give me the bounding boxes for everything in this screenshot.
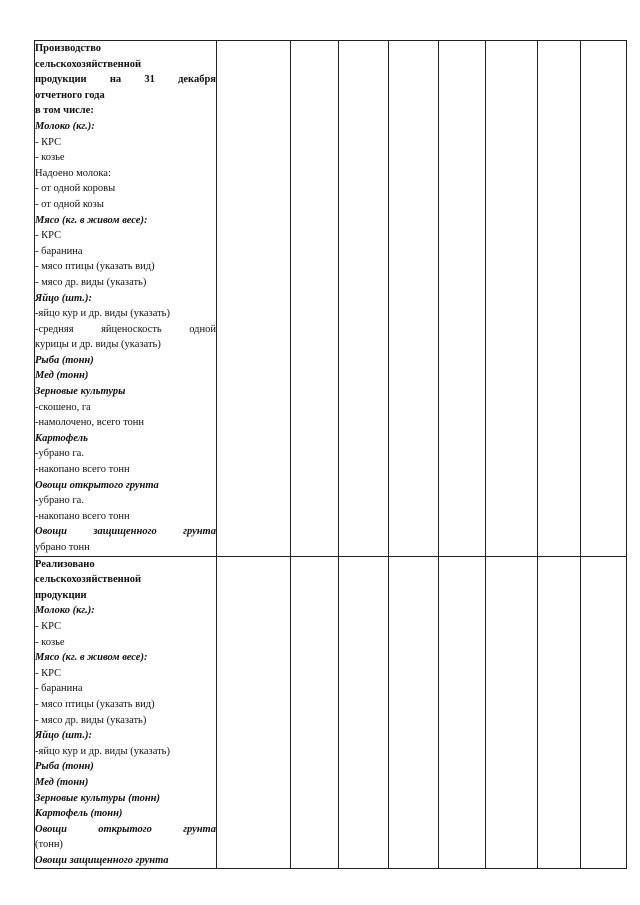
label-line: Мед (тонн)	[35, 776, 89, 788]
label-line: -яйцо кур и др. виды (указать)	[35, 308, 170, 320]
label-line: Яйцо (шт.):	[35, 730, 92, 742]
label-line: (тонн)	[35, 839, 63, 851]
label-line	[35, 72, 216, 88]
label-line: - мясо др. виды (указать)	[35, 714, 147, 726]
label-line: -убрано га.	[35, 448, 84, 460]
data-cell	[439, 556, 486, 869]
label-line: Картофель	[35, 432, 88, 444]
label-word: 31	[144, 74, 155, 86]
label-line	[35, 822, 216, 838]
data-cell	[389, 41, 439, 557]
label-line: - от одной козы	[35, 198, 104, 210]
label-line: Зерновые культуры (тонн)	[35, 792, 161, 804]
label-line: курицы и др. виды (указать)	[35, 339, 161, 351]
data-cell	[339, 41, 389, 557]
label-line: Реализовано	[35, 558, 95, 570]
label-line: -убрано га.	[35, 495, 84, 507]
label-word: яйценоскость	[101, 323, 162, 335]
label-line: в том числе:	[35, 105, 94, 117]
label-line: убрано тонн	[35, 542, 90, 553]
label-word: открытого	[98, 823, 152, 835]
label-line: Рыба (тонн)	[35, 761, 94, 773]
label-line: Молоко (кг.):	[35, 605, 95, 617]
data-cell	[486, 556, 538, 869]
label-line: Надоено молока:	[35, 167, 111, 179]
label-line: отчетного года	[35, 89, 105, 101]
label-word: защищенного	[93, 526, 157, 538]
label-line	[35, 524, 216, 540]
row-label-cell	[35, 41, 217, 557]
label-word: Овощи	[35, 823, 67, 835]
label-word: одной	[189, 323, 216, 335]
label-word: на	[109, 74, 122, 86]
label-word: Овощи	[35, 526, 67, 538]
label-line: Овощи защищенного грунта	[35, 854, 169, 866]
label-line: -яйцо кур и др. виды (указать)	[35, 745, 170, 757]
label-line: -накопано всего тонн	[35, 464, 130, 476]
label-line: Зерновые культуры	[35, 386, 126, 398]
data-cell	[486, 41, 538, 557]
data-cell	[538, 556, 581, 869]
data-cell	[291, 41, 339, 557]
label-line: Производство	[35, 43, 102, 54]
label-line: Мясо (кг. в живом весе):	[35, 652, 148, 664]
label-line: Молоко (кг.):	[35, 120, 95, 132]
label-line: -скошено, га	[35, 401, 91, 413]
label-word: грунта	[183, 526, 216, 538]
label-line: сельскохозяйственной	[35, 574, 142, 586]
label-word: продукции	[35, 74, 87, 86]
row-label-cell	[35, 556, 217, 869]
data-cell	[389, 556, 439, 869]
label-line: -накопано всего тонн	[35, 510, 130, 522]
label-line	[35, 322, 216, 338]
label-line: - мясо птицы (указать вид)	[35, 698, 155, 710]
label-line: Овощи открытого грунта	[35, 479, 159, 491]
data-cell	[538, 41, 581, 557]
label-line: - козье	[35, 152, 65, 164]
data-cell	[581, 41, 627, 557]
report-table	[34, 40, 627, 869]
label-line: Картофель (тонн)	[35, 808, 123, 820]
label-line: Рыба (тонн)	[35, 354, 94, 366]
label-line: - от одной коровы	[35, 183, 116, 195]
label-line: - мясо др. виды (указать)	[35, 276, 147, 288]
data-cell	[217, 556, 291, 869]
label-word: грунта	[183, 823, 216, 835]
label-line: Яйцо (шт.):	[35, 292, 92, 304]
label-line: - КРС	[35, 230, 62, 242]
label-line: - козье	[35, 636, 65, 648]
label-word: -средняя	[35, 323, 74, 335]
production-row	[35, 41, 627, 557]
label-line: - КРС	[35, 620, 62, 632]
data-cell	[339, 556, 389, 869]
label-line: Мясо (кг. в живом весе):	[35, 214, 148, 226]
label-line: - баранина	[35, 245, 83, 257]
data-cell	[439, 41, 486, 557]
label-line: продукции	[35, 589, 87, 601]
label-line: сельскохозяйственной	[35, 58, 142, 70]
data-cell	[217, 41, 291, 557]
data-cell	[291, 556, 339, 869]
label-line: - мясо птицы (указать вид)	[35, 261, 155, 273]
label-line: Мед (тонн)	[35, 370, 89, 382]
label-line: - баранина	[35, 683, 83, 695]
label-line: -намолочено, всего тонн	[35, 417, 145, 429]
label-line: - КРС	[35, 667, 62, 679]
data-cell	[581, 556, 627, 869]
sales-row	[35, 556, 627, 869]
label-line: - КРС	[35, 136, 62, 148]
label-word: декабря	[178, 74, 216, 86]
